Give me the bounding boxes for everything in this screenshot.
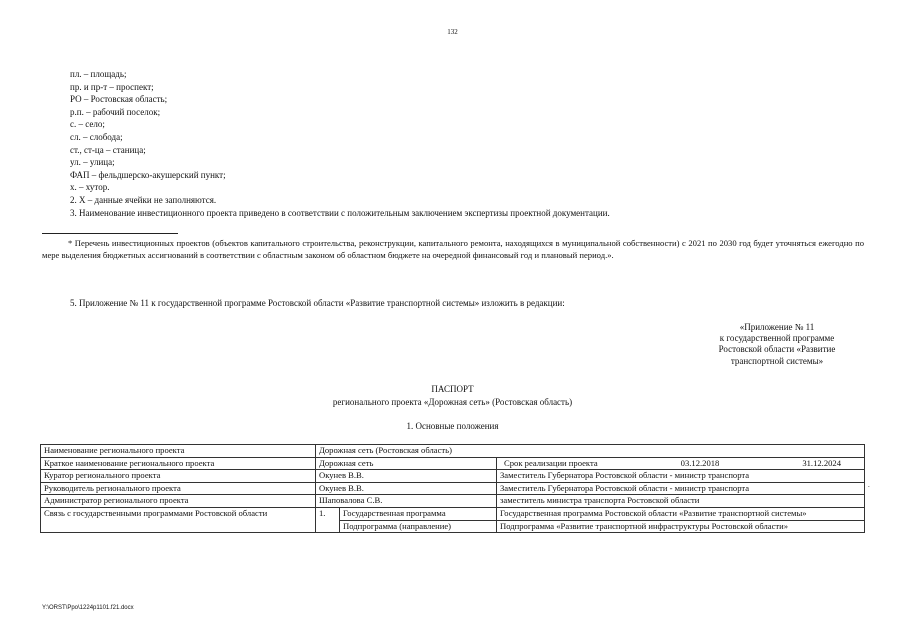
table-cell-label: Куратор регионального проекта xyxy=(41,470,316,483)
project-period-cell xyxy=(497,457,865,470)
table-cell-label: Связь с государственными программами Ростовской области xyxy=(41,507,316,532)
list-item: пр. и пр-т – проспект; xyxy=(70,81,154,92)
table-row xyxy=(41,482,865,495)
list-item: с. – село; xyxy=(70,119,105,130)
table-cell-subprogram-value: Подпрограмма «Развитие транспортной инфраструктуры Ростовской области» xyxy=(497,520,865,533)
table-cell-program-value: Государственная программа Ростовской области «Развитие транспортной системы» xyxy=(497,507,865,520)
table-cell-label: Краткое наименование регионального проекта xyxy=(41,457,316,470)
amendment-paragraph: 5. Приложение № 11 к государственной программе Ростовской области «Развитие транспортной системы» изложить в редакции: xyxy=(70,298,565,308)
list-item: ст., ст-ца – станица; xyxy=(70,144,146,155)
table-row xyxy=(41,495,865,508)
table-row xyxy=(41,457,865,470)
table-cell-label: Наименование регионального проекта xyxy=(41,445,316,458)
table-cell-number: 1. xyxy=(316,507,340,532)
table-row xyxy=(41,507,865,520)
footnote-divider xyxy=(42,233,178,234)
list-item: ФАП – фельдшерско-акушерский пункт; xyxy=(70,169,226,180)
list-item: р.п. – рабочий поселок; xyxy=(70,106,161,117)
table-cell-value: Дорожная сеть xyxy=(316,457,497,470)
stray-mark: . xyxy=(868,481,870,489)
table-row xyxy=(41,470,865,483)
appendix-line: «Приложение № 11 xyxy=(739,322,815,332)
table-cell-value: Шаповалова С.В. xyxy=(316,495,497,508)
passport-table xyxy=(40,444,865,533)
abbreviation-list xyxy=(70,68,610,219)
list-item: пл. – площадь; xyxy=(70,69,127,79)
list-item: 3. Наименование инвестиционного проекта приведено в соответствии с положительным заключением экспертизы проектной документации. xyxy=(70,207,610,218)
period-end: 31.12.2024 xyxy=(802,457,841,468)
table-cell-position: Заместитель Губернатора Ростовской области - министр транспорта xyxy=(497,470,865,483)
page-number: 132 xyxy=(447,28,458,36)
table-cell-label: Руководитель регионального проекта xyxy=(41,482,316,495)
passport-subtitle: регионального проекта «Дорожная сеть» (Ростовская область) xyxy=(332,397,573,407)
appendix-line: Ростовской области «Развитие xyxy=(718,344,836,355)
table-cell-value: Окунев В.В. xyxy=(316,482,497,495)
table-cell-position: заместитель министра транспорта Ростовской области xyxy=(497,495,865,508)
appendix-header xyxy=(690,322,864,367)
period-start: 03.12.2018 xyxy=(680,457,720,468)
table-cell-value: Окунев В.В. xyxy=(316,470,497,483)
table-cell-label: Администратор регионального проекта xyxy=(41,495,316,508)
list-item: ул. – улица; xyxy=(70,157,115,168)
table-cell-program-label: Государственная программа xyxy=(340,507,497,520)
section-title: 1. Основные положения xyxy=(406,421,499,431)
appendix-line: транспортной системы» xyxy=(730,355,824,366)
document-path: Y:\ORST\Ppo\1224p1101.f21.docx xyxy=(42,605,134,611)
passport-title: ПАСПОРТ xyxy=(431,384,474,394)
appendix-line: к государственной программе xyxy=(719,333,835,344)
table-cell-value: Дорожная сеть (Ростовская область) xyxy=(316,445,865,458)
footnote: * Перечень инвестиционных проектов (объектов капитального строительства, реконструкции, капитального ремонта, находящихся в муниципальной собственности) с 2021 по 2030 год будет уточняться ежегодно по мере выделения бюджетных ассигнований в соответствии с областным законом об областном бюджете на очередной финансовый год и плановый период.». xyxy=(42,238,864,260)
table-cell-subprogram-label: Подпрограмма (направление) xyxy=(340,520,497,533)
period-label: Срок реализации проекта xyxy=(504,457,598,468)
list-item: сл. – слобода; xyxy=(70,131,123,142)
list-item: РО – Ростовская область; xyxy=(70,94,168,105)
table-cell-position: Заместитель Губернатора Ростовской области - министр транспорта xyxy=(497,482,865,495)
list-item: х. – хутор. xyxy=(70,182,110,193)
list-item: 2. Х – данные ячейки не заполняются. xyxy=(70,194,217,205)
table-row xyxy=(41,445,865,458)
